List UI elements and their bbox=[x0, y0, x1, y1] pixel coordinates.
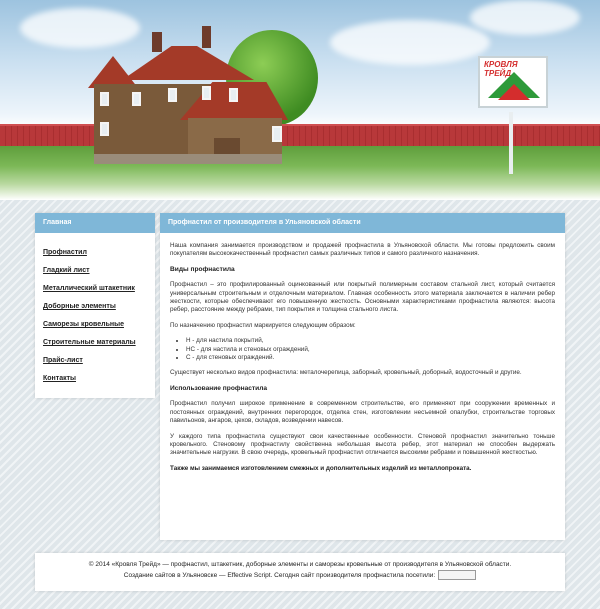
sidebar-item bbox=[43, 349, 155, 367]
types-heading: Виды профнастила bbox=[170, 265, 235, 273]
list-item: • НС - для настила и стеновых ограждений, bbox=[186, 346, 555, 354]
sign-post bbox=[509, 112, 513, 174]
house-illustration bbox=[84, 26, 314, 166]
cloud bbox=[330, 20, 490, 65]
sidebar-title: Главная bbox=[35, 213, 155, 233]
chimney bbox=[202, 26, 211, 48]
marking-list bbox=[170, 337, 555, 362]
sidebar-item bbox=[43, 331, 155, 349]
sidebar-item-contacts[interactable]: Контакты bbox=[43, 375, 77, 382]
sidebar-item bbox=[43, 277, 155, 295]
footer-credits-suffix: . Сегодня сайт производителя профнастила посетили: bbox=[270, 572, 436, 579]
main-content bbox=[160, 213, 565, 540]
footer bbox=[35, 553, 565, 591]
footer-copyright: © 2014 «Кровля Трейд» — профнастил, штакетник, доборные элементы и саморезы кровельные от производителя в Ульяновской области. bbox=[88, 561, 512, 568]
kinds-paragraph: Существует несколько видов профнастила: металочерепица, заборный, кровельный, доборный, водосточный и другие. bbox=[170, 369, 522, 377]
quality-paragraph: У каждого типа профнастила существуют свои качественные особенности. Стеновой профнастил значительно тоньше кровельного. Стеновому профнастилу свойственна небольшая высота ребер, этот материал не способен выдержать значительные нагрузки. В свою очередь, кровельный профнастил отличается высокими ребрами и повышенной жесткостью. bbox=[170, 432, 555, 457]
logo-roof-inner-icon bbox=[498, 84, 530, 100]
house-base bbox=[94, 154, 282, 164]
sidebar-item-picket-fence[interactable]: Металлический штакетник bbox=[43, 285, 135, 292]
logo-sign bbox=[478, 56, 548, 108]
sidebar-item-smooth-sheet[interactable]: Гладкий лист bbox=[43, 267, 90, 274]
header-banner bbox=[0, 0, 600, 200]
page-title: Профнастил от производителя в Ульяновской области bbox=[160, 213, 565, 233]
window bbox=[272, 126, 282, 142]
window bbox=[202, 86, 211, 100]
definition-paragraph: Профнастил – это профилированный оцинкованный или покрытый полимерным составом стальной лист, который считается универсальным строительным и отделочным материалом. Главная особенность этого материала заключается в наличии ребер жесткости, которые обеспечивают его повышенную жесткость. Основными характеристиками профнастила являются: высота ребер, расстояние между ребрами, тип покрытия и толщина стального листа. bbox=[170, 281, 555, 314]
sidebar-item bbox=[43, 241, 155, 259]
usage-paragraph: Профнастил получил широкое применение в современном строительстве, его применяют при сооружении временных и постоянных ограждений, внутренних перегородок, отделка стен, изготовлении несъемной опалубки, строительстве торговых павильонов, ангаров, цехов, складов, возведении навесов. bbox=[170, 400, 555, 425]
sidebar-item bbox=[43, 367, 155, 385]
sidebar-item-roofing-screws[interactable]: Саморезы кровельные bbox=[43, 321, 124, 328]
sidebar-menu bbox=[35, 213, 155, 398]
list-item: • С - для стеновых ограждений. bbox=[186, 354, 555, 362]
chimney bbox=[152, 32, 162, 52]
window bbox=[132, 92, 141, 106]
sidebar-item-trim-elements[interactable]: Доборные элементы bbox=[43, 303, 116, 310]
sidebar-item bbox=[43, 313, 155, 331]
cloud bbox=[470, 0, 580, 35]
article-body bbox=[160, 233, 565, 473]
window bbox=[100, 92, 109, 106]
intro-paragraph: Наша компания занимается производством и продажей профнастила в Ульяновской области. Мы готовы предложить своим покупателям высококачественный профнастил самых различных типов и самого различного назначения. bbox=[170, 242, 555, 258]
sidebar-item bbox=[43, 259, 155, 277]
sidebar-item-profnastil[interactable]: Профнастил bbox=[43, 249, 87, 256]
logo-text: КРОВЛЯ ТРЕЙД bbox=[484, 60, 518, 78]
footer-credits bbox=[35, 570, 565, 581]
footer-credits-prefix: Создание сайтов в Ульяновске — bbox=[123, 572, 228, 579]
sidebar-item-price-list[interactable]: Прайс-лист bbox=[43, 357, 83, 364]
usage-heading: Использование профнастила bbox=[170, 384, 268, 392]
sidebar-list bbox=[35, 233, 155, 385]
marking-paragraph: По назначению профнастил маркируется следующим образом: bbox=[170, 321, 356, 329]
sidebar-item bbox=[43, 295, 155, 313]
window bbox=[100, 122, 109, 136]
window bbox=[168, 88, 177, 102]
visitor-counter[interactable] bbox=[438, 570, 476, 580]
final-paragraph: Также мы занимаемся изготовлением смежных и дополнительных изделий из металлопроката. bbox=[170, 464, 472, 472]
window bbox=[229, 88, 238, 102]
developer-link[interactable]: Effective Script bbox=[227, 572, 271, 579]
sidebar-item-building-materials[interactable]: Строительные материалы bbox=[43, 339, 136, 346]
list-item: • Н - для настила покрытий, bbox=[186, 337, 555, 345]
